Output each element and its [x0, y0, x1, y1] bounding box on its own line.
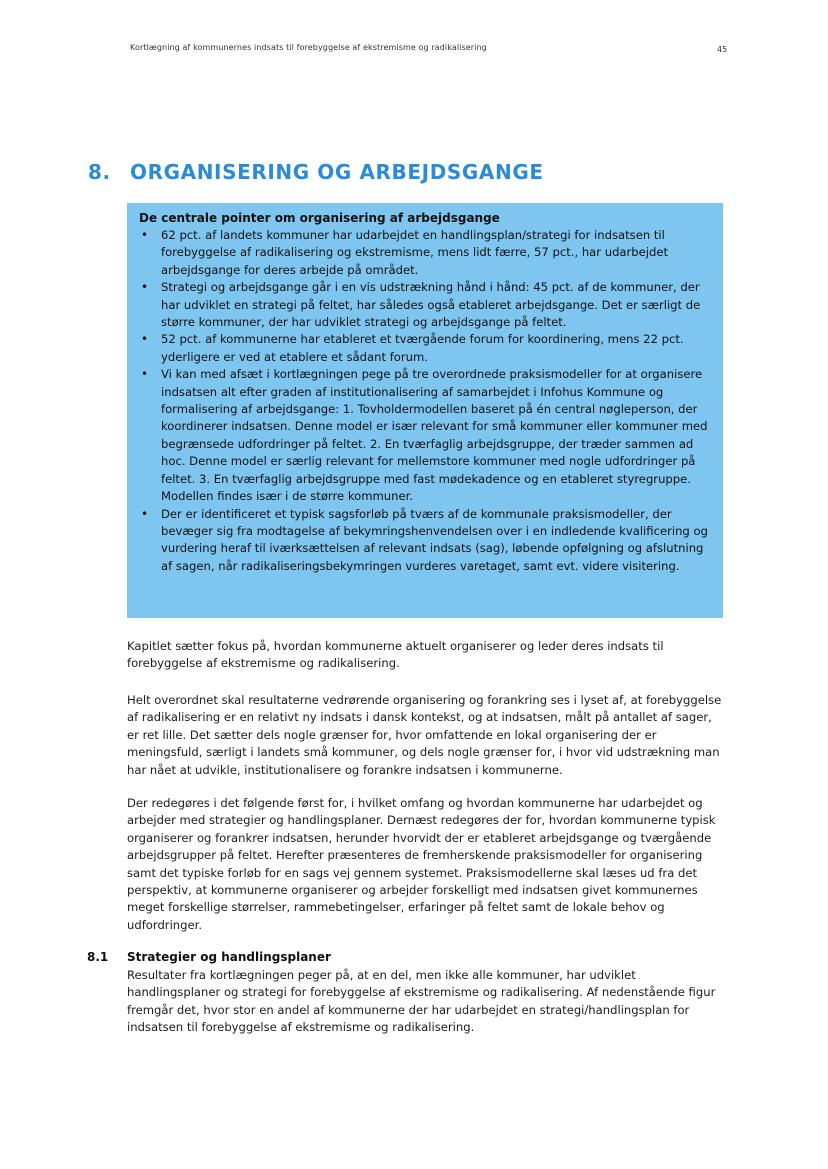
- key-point-item: • Strategi og arbejdsgange går i en vis udstrækning hånd i hånd: 45 pct. af de kommuner, der har udviklet en strategi på feltet, har således også etableret arbejdsgange. Det er særligt de større kommuner, der har udviklet strategi og arbejdsgange på feltet.: [139, 279, 711, 331]
- chapter-heading: [88, 160, 728, 184]
- chapter-number: 8.: [88, 160, 111, 184]
- section-title: Strategier og handlingsplaner: [127, 950, 331, 964]
- key-point-item: • Der er identificeret et typisk sagsforløb på tværs af de kommunale praksismodeller, der bevæger sig fra modtagelse af bekymringshenvendelsen over i en indledende kvalificering og vurdering heraf til iværksættelsen af relevant indsats (sag), løbende opfølgning og afslutning af sagen, når radikaliseringsbekymringen vurderes varetaget, samt evt. videre visitering.: [139, 506, 711, 576]
- body-paragraph: Der redegøres i det følgende først for, i hvilket omfang og hvordan kommunerne har udarbejdet og arbejder med strategier og handlingsplaner. Dernæst redegøres der for, hvordan kommunerne typisk organiserer og forankrer indsatsen, herunder hvorvidt der er etableret arbejdsgange og tværgående arbejdsgrupper på feltet. Herefter præsenteres de fremherskende praksismodeller for organisering samt det typiske forløb for en sags vej gennem systemet. Praksismodellerne skal læses ud fra det perspektiv, at kommunerne organiserer og arbejder forskelligt med indsatsen givet kommunernes meget forskellige størrelser, rammebetingelser, erfaringer på feltet samt de lokale behov og udfordringer.: [127, 796, 716, 932]
- section-paragraph: Resultater fra kortlægningen peger på, at en del, men ikke alle kommuner, har udviklet handlingsplaner og strategi for forebyggelse af ekstremisme og radikalisering. Af nedenstående figur fremgår det, hvor stor en andel af kommunerne der har udarbejdet en strategi/handlingsplan for indsatsen til forebyggelse af ekstremisme og radikalisering.: [127, 968, 716, 1035]
- key-point-item: • 52 pct. af kommunerne har etableret et tværgående forum for koordinering, mens 22 pct. yderligere er ved at etablere et sådant forum.: [139, 331, 711, 366]
- chapter-title: ORGANISERING OG ARBEJDSGANGE: [130, 160, 544, 184]
- key-points-list: [139, 227, 711, 575]
- section-number: 8.1: [87, 950, 109, 964]
- key-points-title: De centrale pointer om organisering af arbejdsgange: [139, 211, 500, 225]
- key-points-box: [127, 203, 723, 618]
- page-number: 45: [717, 45, 728, 54]
- key-point-item: • 62 pct. af landets kommuner har udarbejdet en handlingsplan/strategi for indsatsen til forebyggelse af radikalisering og ekstremisme, mens lidt færre, 57 pct., har udarbejdet arbejdsgange for deres arbejde på området.: [139, 227, 711, 279]
- body-paragraph: Helt overordnet skal resultaterne vedrørende organisering og forankring ses i lyset af, at forebyggelse af radikalisering er en relativt ny indsats i dansk kontekst, og at indsatsen, målt på antallet af sager, er ret lille. Det sætter dels nogle grænser for, hvor omfattende en lokal organisering der er meningsfuld, særligt i landets små kommuner, og dels nogle grænser for, i hvor vid udstrækning man har nået at udvikle, institutionalisere og forankre indsatsen i kommunerne.: [127, 693, 722, 777]
- key-point-item: • Vi kan med afsæt i kortlægningen pege på tre overordnede praksismodeller for at organisere indsatsen alt efter graden af institutionalisering af samarbejdet i Infohus Kommune og formalisering af arbejdsgange: 1. Tovholdermodellen baseret på én central nøgleperson, der koordinerer indsatsen. Denne model er især relevant for små kommuner eller kommuner med begrænsede udfordringer på feltet. 2. En tværfaglig arbejdsgruppe, der træder sammen ad hoc. Denne model er særlig relevant for mellemstore kommuner med nogle udfordringer på feltet. 3. En tværfaglig arbejdsgruppe med fast mødekadence og en etableret styregruppe. Modellen findes især i de større kommuner.: [139, 366, 711, 505]
- running-header: Kortlægning af kommunernes indsats til forebyggelse af ekstremisme og radikalisering: [130, 43, 487, 52]
- body-paragraph: Kapitlet sætter fokus på, hvordan kommunerne aktuelt organiserer og leder deres indsats til forebyggelse af ekstremisme og radikalisering.: [127, 639, 664, 671]
